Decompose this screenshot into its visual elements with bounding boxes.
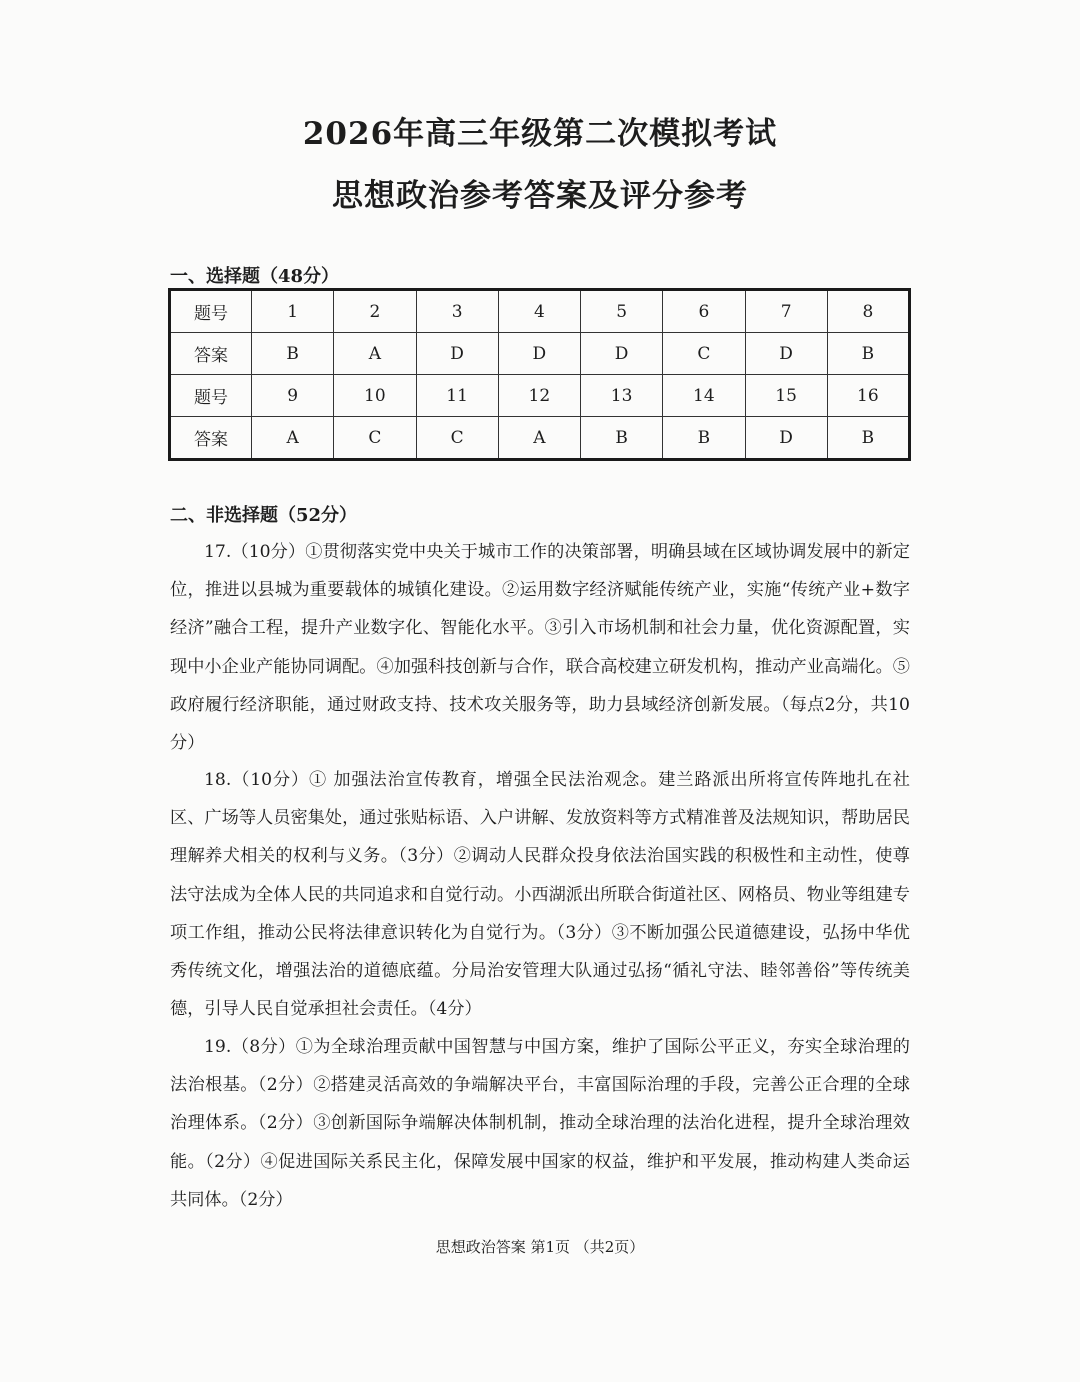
answer-letter: A (252, 417, 334, 460)
answer-q18: 18.（10分）① 加强法治宣传教育，增强全民法治观念。建兰路派出所将宣传阵地扎在社区、广场等人员密集处，通过张贴标语、入户讲解、发放资料等方式精准普及法规知识，帮助居民理解养犬相关的权利与义务。（3分）②调动人民群众投身依法治国实践的积极性和主动性，使尊法守法成为全体人民的共同追求和自觉行动。小西湖派出所联合街道社区、网格员、物业等组建专项工作组，推动公民将法律意识转化为自觉行为。（3分）③不断加强公民道德建设，弘扬中华优秀传统文化，增强法治的道德底蕴。分局治安管理大队通过弘扬“循礼守法、睦邻善俗”等传统美德，引导人民自觉承担社会责任。（4分） (170, 770, 910, 1020)
answer-letter: D (416, 333, 498, 375)
answer-letter: D (745, 417, 827, 460)
answer-q19: 19.（8分）①为全球治理贡献中国智慧与中国方案，维护了国际公平正义，夯实全球治理的法治根基。（2分）②搭建灵活高效的争端解决平台，丰富国际治理的手段，完善公正合理的全球治理体系。（2分）③创新国际争端解决体制机制，推动全球治理的法治化进程，提升全球治理效能。（2分）④促进国际关系民主化，保障发展中国家的权益，维护和平发展，推动构建人类命运共同体。（2分） (170, 1037, 910, 1210)
section-heading-non-choice: 二、非选择题（52分） (170, 505, 358, 526)
answer-letter: D (745, 333, 827, 375)
question-number: 16 (827, 375, 909, 417)
question-number: 13 (581, 375, 663, 417)
question-number: 3 (416, 290, 498, 333)
table-row-answers (170, 417, 910, 460)
exam-title: 2026年高三年级第二次模拟考试 (302, 116, 778, 152)
answer-letter: B (252, 333, 334, 375)
answer-letter: C (663, 333, 745, 375)
page-footer: 思想政治答案 第1页 （共2页） (435, 1238, 645, 1256)
question-number: 15 (745, 375, 827, 417)
question-number: 6 (663, 290, 745, 333)
table-row-questions (170, 375, 910, 417)
answer-letter: B (581, 417, 663, 460)
question-number: 10 (334, 375, 416, 417)
question-number: 1 (252, 290, 334, 333)
table-row-questions (170, 290, 910, 333)
question-number: 4 (498, 290, 580, 333)
exam-subtitle: 思想政治参考答案及评分参考 (332, 178, 748, 214)
answer-letter: B (827, 333, 909, 375)
question-number: 14 (663, 375, 745, 417)
answer-letter: C (416, 417, 498, 460)
answer-letter: A (334, 333, 416, 375)
answer-letter: D (581, 333, 663, 375)
answer-q17: 17.（10分）①贯彻落实党中央关于城市工作的决策部署，明确县域在区域协调发展中的新定位，推进以县城为重要载体的城镇化建设。②运用数字经济赋能传统产业，实施“传统产业+数字经济”融合工程，提升产业数字化、智能化水平。③引入市场机制和社会力量，优化资源配置，实现中小企业产能协同调配。④加强科技创新与合作，联合高校建立研发机构，推动产业高端化。⑤政府履行经济职能，通过财政支持、技术攻关服务等，助力县域经济创新发展。（每点2分，共10分） (170, 542, 910, 754)
answer-letter: D (498, 333, 580, 375)
row-label-answer: 答案 (170, 333, 252, 375)
row-label-question: 题号 (170, 375, 252, 417)
question-number: 8 (827, 290, 909, 333)
question-number: 11 (416, 375, 498, 417)
answer-letter: A (498, 417, 580, 460)
question-number: 5 (581, 290, 663, 333)
answer-letter: B (827, 417, 909, 460)
answer-letter: C (334, 417, 416, 460)
question-number: 12 (498, 375, 580, 417)
row-label-answer: 答案 (170, 417, 252, 460)
question-number: 9 (252, 375, 334, 417)
table-row-answers (170, 333, 910, 375)
question-number: 7 (745, 290, 827, 333)
answer-letter: B (663, 417, 745, 460)
section-heading-choice: 一、选择题（48分） (170, 266, 340, 287)
row-label-question: 题号 (170, 290, 252, 333)
answer-table (168, 288, 911, 461)
question-number: 2 (334, 290, 416, 333)
